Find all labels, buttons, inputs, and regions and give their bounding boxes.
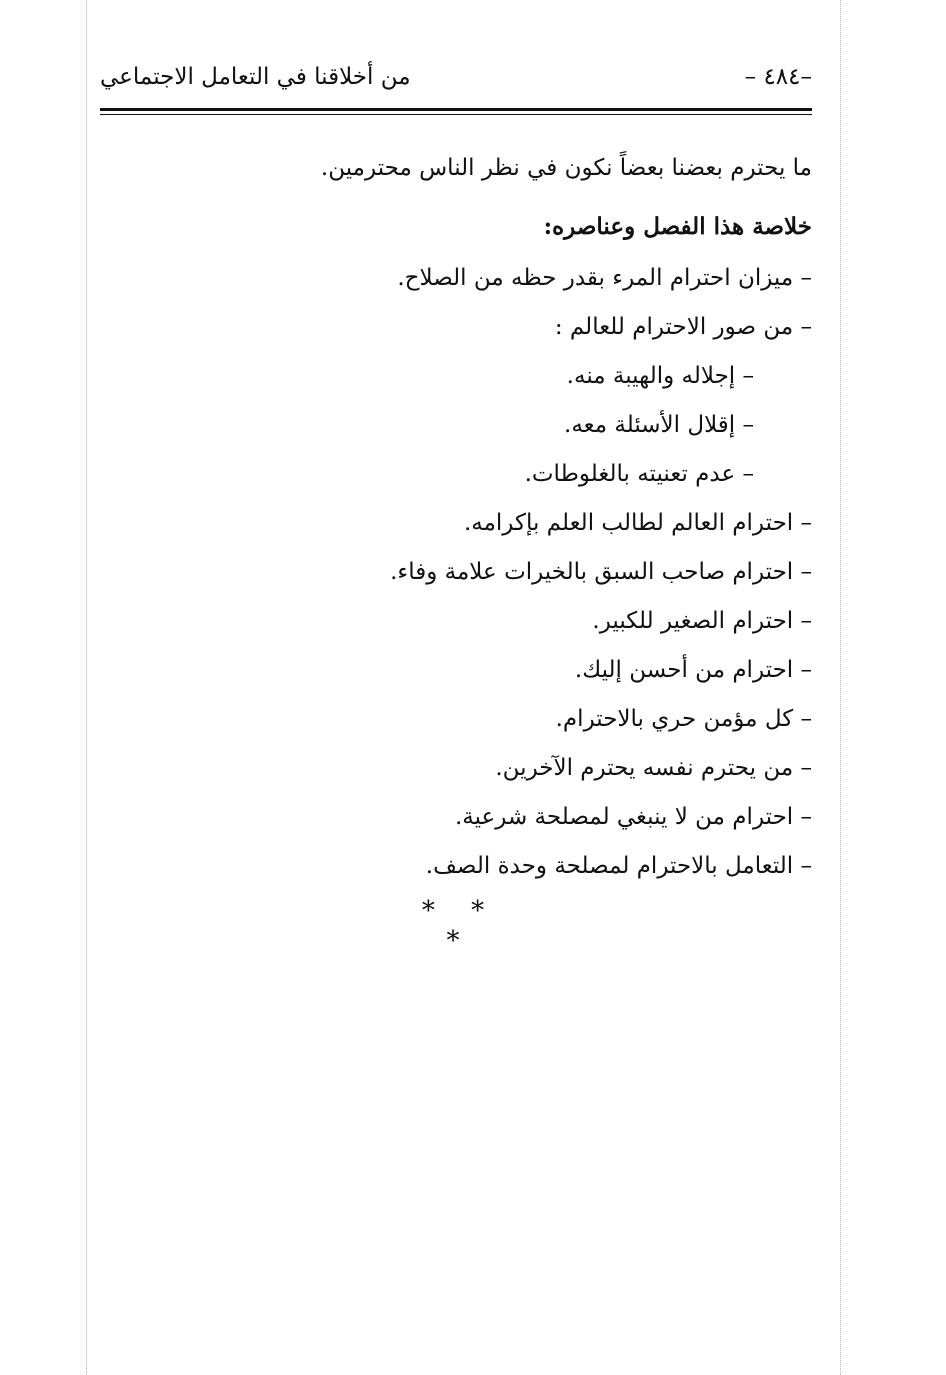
scan-guide-line-left [86, 0, 87, 1375]
scan-guide-line-right [840, 0, 841, 1375]
summary-item: – احترام من أحسن إليك. [574, 657, 812, 683]
summary-item: – التعامل بالاحترام لمصلحة وحدة الصف. [425, 853, 812, 879]
summary-item: – احترام صاحب السبق بالخيرات علامة وفاء. [390, 559, 812, 585]
intro-line: ما يحترم بعضنا بعضاً نكون في نظر الناس محترمين. [320, 155, 812, 181]
header-rule-thin [100, 114, 812, 115]
summary-item: – احترام الصغير للكبير. [592, 608, 812, 634]
summary-item: – كل مؤمن حري بالاحترام. [555, 706, 812, 732]
page-body [250, 144, 812, 891]
section-heading: خلاصة هذا الفصل وعناصره: [543, 213, 812, 240]
page-number: –٤٨٤ – [744, 64, 812, 90]
summary-subitem: – إقلال الأسئلة معه. [564, 412, 754, 438]
running-title: من أخلاقنا في التعامل الاجتماعي [100, 64, 411, 90]
summary-item: – من صور الاحترام للعالم : [554, 314, 812, 340]
summary-item: – احترام من لا ينبغي لمصلحة شرعية. [454, 804, 812, 830]
section-separator: * * * [421, 896, 499, 956]
summary-item: – ميزان احترام المرء بقدر حظه من الصلاح. [397, 265, 812, 291]
page-header [100, 64, 812, 108]
summary-subitem: – عدم تعنيته بالغلوطات. [524, 461, 754, 487]
header-rule-thick [100, 108, 812, 111]
summary-subitem: – إجلاله والهيبة منه. [566, 363, 754, 389]
summary-item: – احترام العالم لطالب العلم بإكرامه. [463, 510, 812, 536]
summary-item: – من يحترم نفسه يحترم الآخرين. [495, 755, 812, 781]
